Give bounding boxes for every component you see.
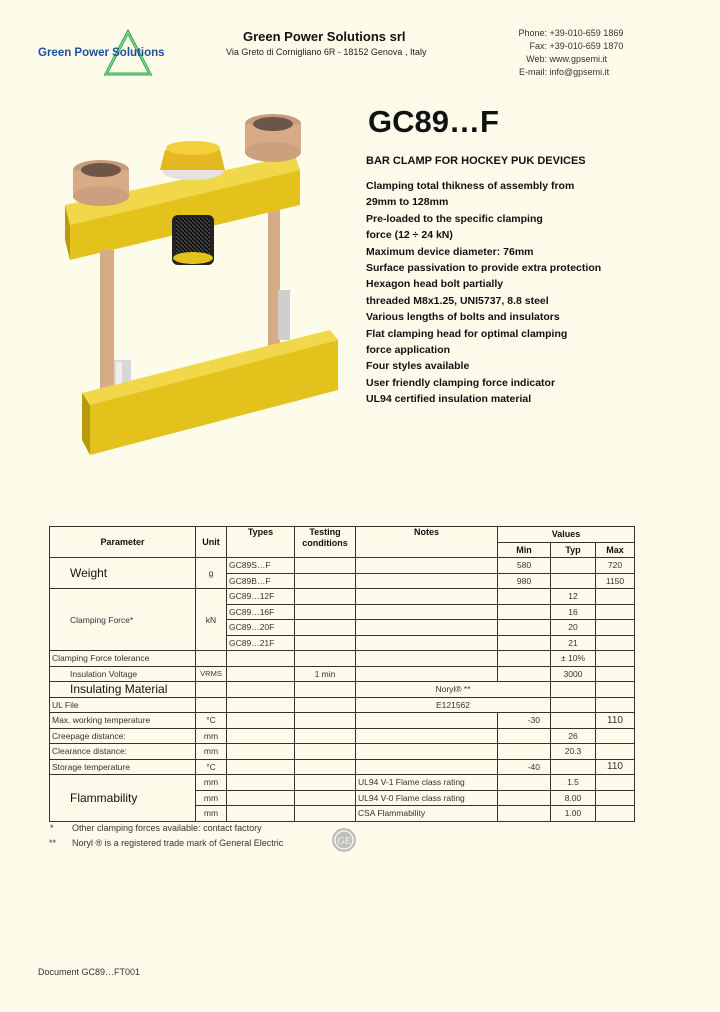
company-address: Via Greto di Cornigliano 6R - 18152 Genova , Italy xyxy=(226,47,427,57)
contact-email[interactable]: E-mail: info@gpsemi.it xyxy=(518,67,610,77)
feature-line: User friendly clamping force indicator xyxy=(366,376,556,389)
feature-line: 29mm to 128mm xyxy=(366,196,449,209)
header-notes: Notes xyxy=(356,527,498,558)
document-reference: Document GC89…FT001 xyxy=(38,967,141,977)
table-row: GC89…16F 16 xyxy=(50,604,635,620)
table-row: mm UL94 V-0 Flame class rating 8.00 xyxy=(50,790,635,806)
feature-line: force (12 ÷ 24 kN) xyxy=(366,229,453,242)
feature-list xyxy=(366,178,696,408)
product-title: GC89…F xyxy=(368,104,499,139)
feature-line: Clamping total thikness of assembly from xyxy=(366,180,575,192)
footnote-text-1: Other clamping forces available: contact factory xyxy=(72,823,262,833)
header-parameter: Parameter xyxy=(50,527,196,558)
footnote-mark-1: * xyxy=(50,823,54,833)
header-values: Values xyxy=(498,527,635,543)
feature-line: Pre-loaded to the specific clamping xyxy=(366,212,543,225)
table-row: Flammability mm UL94 V-1 Flame class rating 1.5 xyxy=(50,775,635,791)
table-row: Creepage distance: mm 26 xyxy=(50,728,635,744)
feature-line: Four styles available xyxy=(366,360,470,373)
table-row: UL File E121562 xyxy=(50,697,635,713)
header-min: Min xyxy=(498,542,551,558)
contact-phone: Phone: +39-010-659 1869 xyxy=(518,28,624,38)
header-unit: Unit xyxy=(196,527,227,558)
table-row: Insulating Material Noryl® ** xyxy=(50,682,635,698)
header-testing: Testing conditions xyxy=(295,527,356,558)
logo-text: Green Power Solutions xyxy=(38,47,165,59)
table-row: Clamping Force* kN GC89…12F 12 xyxy=(50,589,635,605)
feature-line: Flat clamping head for optimal clamping xyxy=(366,327,568,340)
header-max: Max xyxy=(596,542,635,558)
ge-logo-text: GE xyxy=(337,836,351,847)
ge-logo-icon xyxy=(331,827,357,853)
company-name: Green Power Solutions srl xyxy=(243,29,406,44)
contact-web[interactable]: Web: www.gpsemi.it xyxy=(526,54,608,64)
table-row: GC89B…F 980 1150 xyxy=(50,573,635,589)
product-image xyxy=(60,100,360,465)
header-types: Types xyxy=(227,527,295,558)
header-typ: Typ xyxy=(551,542,596,558)
table-row: Weight g GC89S…F 580 720 xyxy=(50,558,635,574)
feature-line: threaded M8x1.25, UNI5737, 8.8 steel xyxy=(366,294,549,307)
feature-line: Various lengths of bolts and insulators xyxy=(366,311,560,324)
spec-table xyxy=(49,526,635,822)
feature-line: Maximum device diameter: 76mm xyxy=(366,245,534,258)
table-row: Max. working temperature °C -30 110 xyxy=(50,713,635,729)
product-subtitle: BAR CLAMP FOR HOCKEY PUK DEVICES xyxy=(366,155,586,167)
table-row: GC89…20F 20 xyxy=(50,620,635,636)
feature-line: Surface passivation to provide extra protection xyxy=(366,262,602,275)
table-row: Clearance distance: mm 20.3 xyxy=(50,744,635,760)
footnote-mark-2: ** xyxy=(49,838,57,848)
table-row: Insulation Voltage VRMS 1 min 3000 xyxy=(50,666,635,682)
feature-line: UL94 certified insulation material xyxy=(366,393,532,406)
feature-line: Hexagon head bolt partially xyxy=(366,278,504,291)
feature-line: force application xyxy=(366,344,451,357)
contact-fax: Fax: +39-010-659 1870 xyxy=(529,41,624,51)
table-row: mm CSA Flammability 1.00 xyxy=(50,806,635,822)
footnote-text-2: Noryl ® is a registered trade mark of General Electric xyxy=(72,838,284,848)
table-row: GC89…21F 21 xyxy=(50,635,635,651)
table-row: Storage temperature °C -40 110 xyxy=(50,759,635,775)
table-row: Clamping Force tolerance ± 10% xyxy=(50,651,635,667)
